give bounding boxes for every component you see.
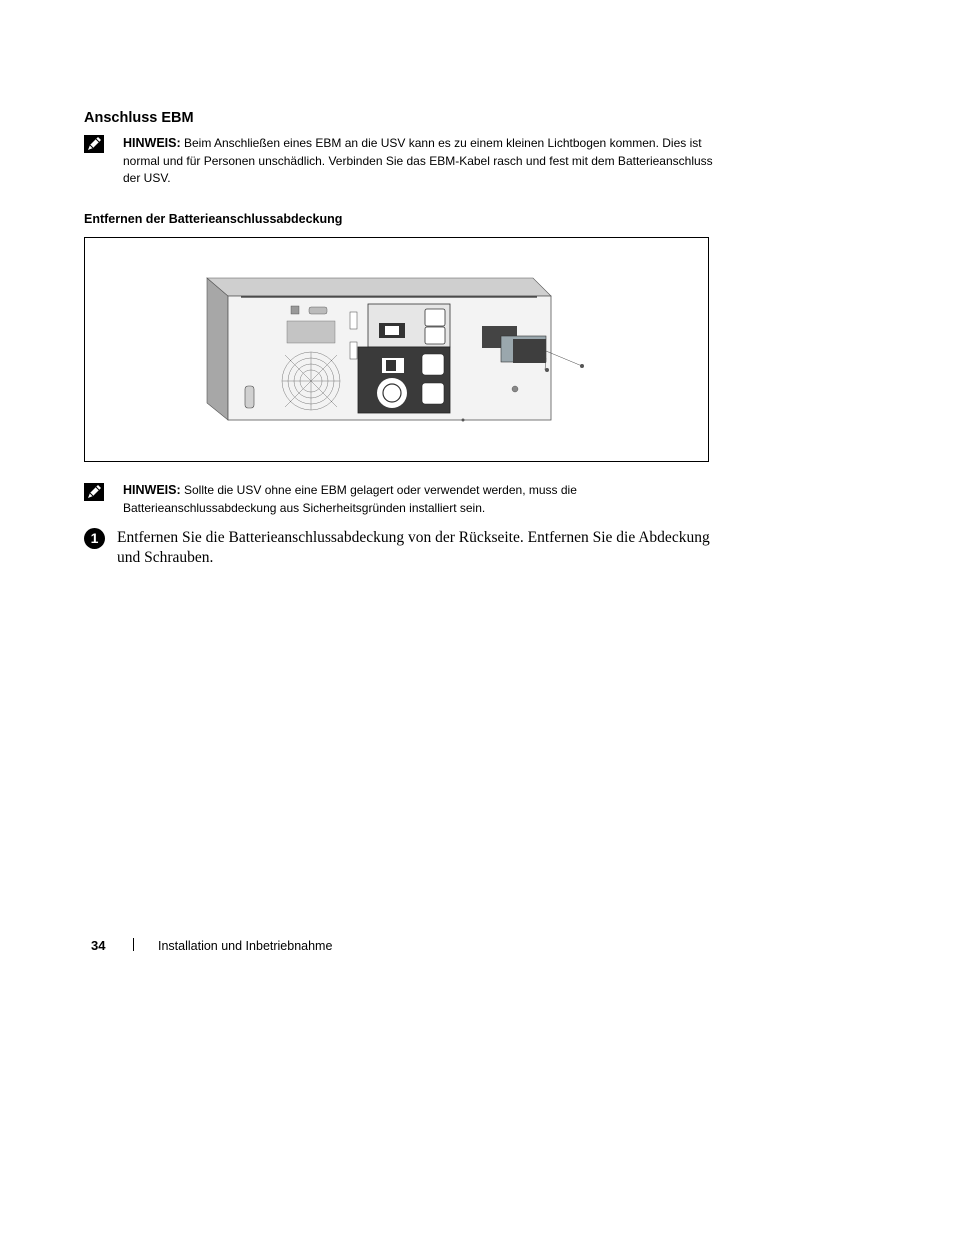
page-number: 34 <box>91 938 106 953</box>
ups-rear-panel-illustration <box>85 238 708 461</box>
note-pencil-icon <box>84 483 104 501</box>
note-2-line-2: Batterieanschlussabdeckung aus Sicherheitsgründen installiert sein. <box>123 500 486 515</box>
footer-chapter-title: Installation und Inbetriebnahme <box>158 939 333 953</box>
note-1-line-2: normal und für Personen unschädlich. Verbinden Sie das EBM-Kabel rasch und fest mit dem Batterieanschluss <box>123 153 713 168</box>
note-1 <box>123 135 763 188</box>
step-1-line-1: Entfernen Sie die Batterieanschlussabdeckung von der Rückseite. Entfernen Sie die Abdeckung <box>117 529 710 546</box>
note-2 <box>123 482 763 517</box>
footer-separator <box>133 938 134 951</box>
section-title: Anschluss EBM <box>84 110 194 126</box>
note-1-line-3: der USV. <box>123 171 171 185</box>
step-1-text <box>117 528 757 568</box>
figure-title: Entfernen der Batterieanschlussabdeckung <box>84 212 343 226</box>
step-number-badge: 1 <box>84 528 105 549</box>
figure-frame <box>84 237 709 462</box>
note-1-line-1: Beim Anschließen eines EBM an die USV kann es zu einem kleinen Lichtbogen kommen. Dies ist <box>183 136 702 150</box>
step-1-line-2: und Schrauben. <box>117 549 214 566</box>
note-2-line-1: Sollte die USV ohne eine EBM gelagert oder verwendet werden, muss die <box>183 483 577 497</box>
note-pencil-icon <box>84 135 104 153</box>
note-2-label: HINWEIS: <box>123 483 181 497</box>
note-1-label: HINWEIS: <box>123 136 181 150</box>
